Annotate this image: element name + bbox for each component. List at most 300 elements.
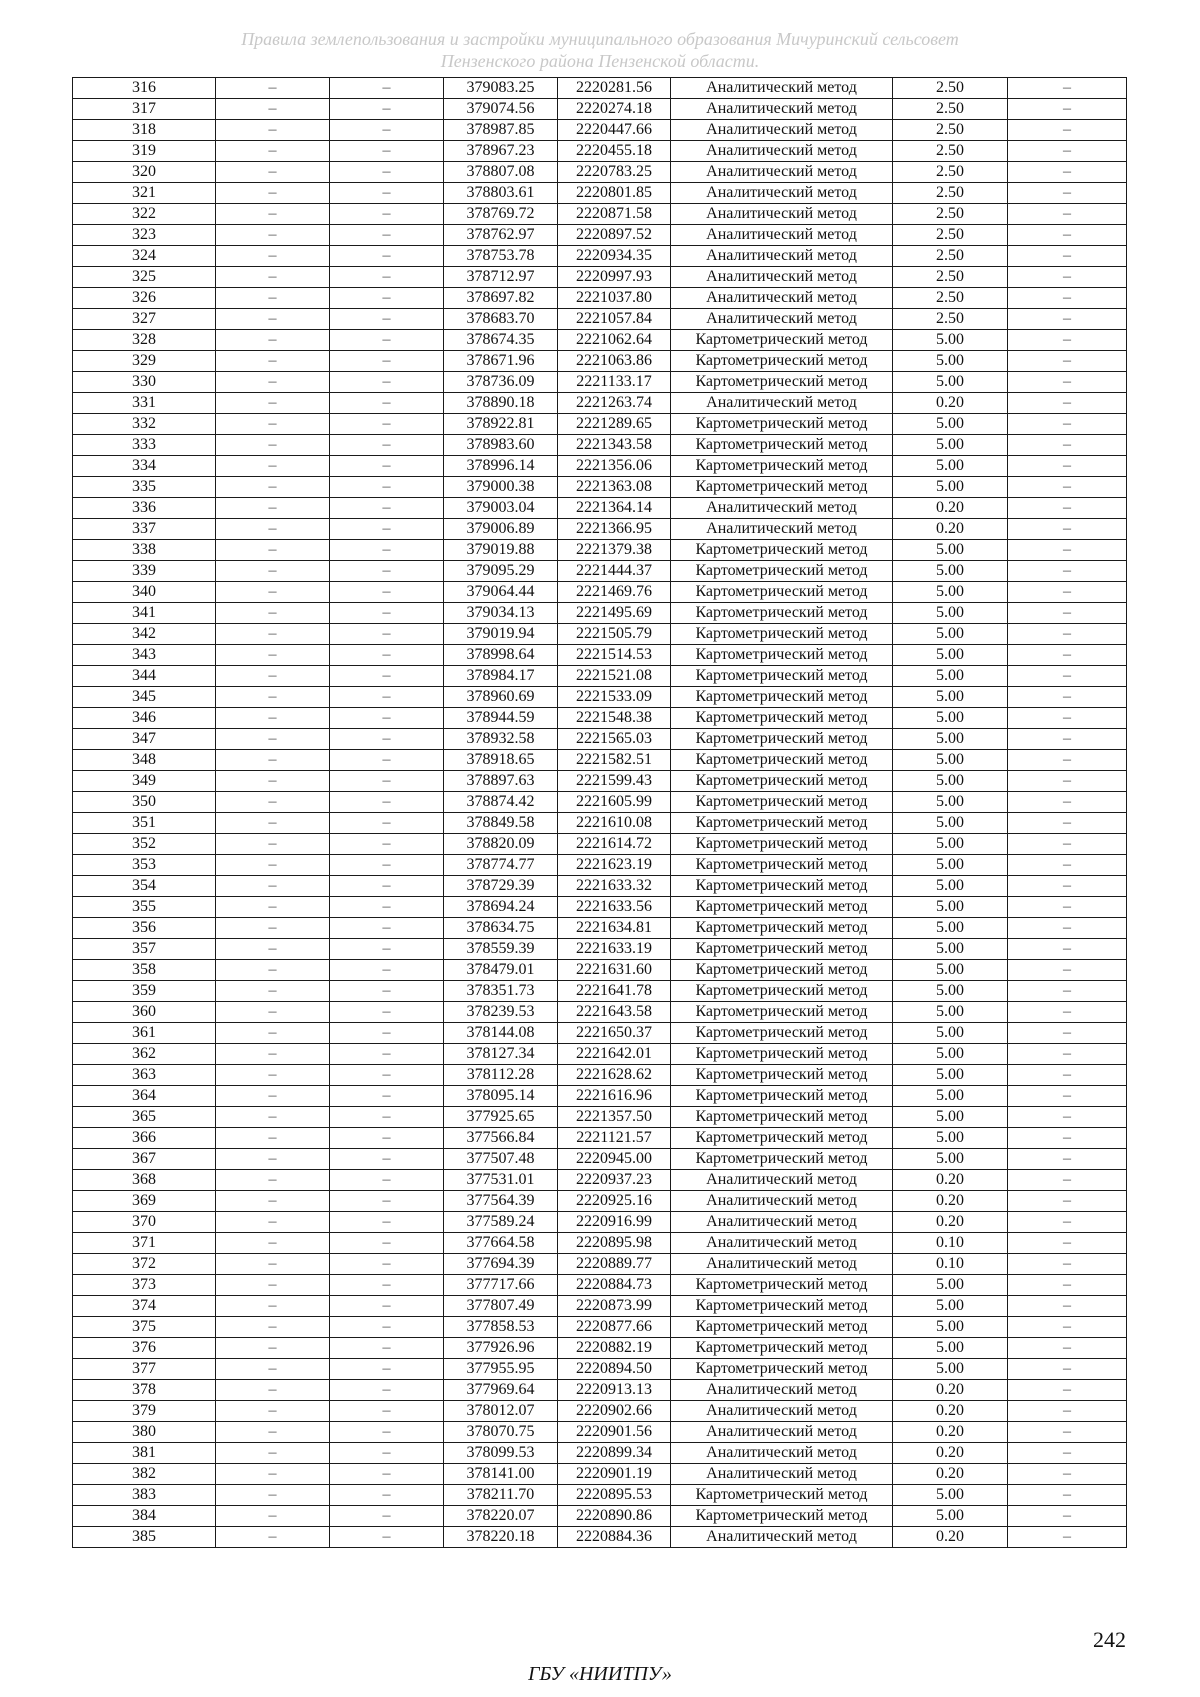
table-cell: Картометрический метод (671, 1485, 893, 1506)
table-cell: 378984.17 (444, 666, 558, 687)
table-cell: 378095.14 (444, 1086, 558, 1107)
table-cell: – (1008, 78, 1127, 99)
table-cell: 378 (73, 1380, 216, 1401)
table-cell: – (1008, 1086, 1127, 1107)
table-cell: – (216, 162, 330, 183)
table-cell: 378697.82 (444, 288, 558, 309)
table-cell: 378220.18 (444, 1527, 558, 1548)
table-cell: 323 (73, 225, 216, 246)
table-cell: – (1008, 120, 1127, 141)
table-cell: 383 (73, 1485, 216, 1506)
table-row (73, 897, 1127, 918)
table-cell: – (330, 246, 444, 267)
table-cell: – (1008, 897, 1127, 918)
table-cell: 2220274.18 (558, 99, 671, 120)
table-cell: – (216, 750, 330, 771)
table-cell: – (330, 1401, 444, 1422)
table-row (73, 1065, 1127, 1086)
table-cell: 2220281.56 (558, 78, 671, 99)
table-cell: 378351.73 (444, 981, 558, 1002)
table-cell: – (1008, 939, 1127, 960)
table-cell: Картометрический метод (671, 729, 893, 750)
table-cell: 0.20 (893, 519, 1008, 540)
table-cell: 2220937.23 (558, 1170, 671, 1191)
table-cell: 5.00 (893, 855, 1008, 876)
table-cell: 2.50 (893, 309, 1008, 330)
table-cell: 0.20 (893, 1380, 1008, 1401)
table-cell: – (330, 813, 444, 834)
table-cell: 2220871.58 (558, 204, 671, 225)
table-cell: – (330, 939, 444, 960)
table-cell: 2221357.50 (558, 1107, 671, 1128)
table-cell: 378849.58 (444, 813, 558, 834)
table-cell: 378634.75 (444, 918, 558, 939)
table-cell: – (330, 99, 444, 120)
table-cell: – (330, 1002, 444, 1023)
table-cell: Картометрический метод (671, 1149, 893, 1170)
table-cell: 2221565.03 (558, 729, 671, 750)
table-cell: 332 (73, 414, 216, 435)
table-cell: Аналитический метод (671, 1212, 893, 1233)
table-cell: – (330, 288, 444, 309)
table-cell: – (1008, 582, 1127, 603)
table-cell: Аналитический метод (671, 393, 893, 414)
table-cell: 5.00 (893, 1506, 1008, 1527)
table-row (73, 729, 1127, 750)
table-cell: 366 (73, 1128, 216, 1149)
table-cell: – (216, 1254, 330, 1275)
table-cell: 378694.24 (444, 897, 558, 918)
table-cell: 378983.60 (444, 435, 558, 456)
table-cell: – (1008, 855, 1127, 876)
table-cell: 320 (73, 162, 216, 183)
table-cell: – (330, 603, 444, 624)
table-cell: – (216, 309, 330, 330)
table-cell: 2220925.16 (558, 1191, 671, 1212)
table-cell: – (216, 456, 330, 477)
table-cell: 377694.39 (444, 1254, 558, 1275)
table-cell: – (330, 330, 444, 351)
table-row (73, 1128, 1127, 1149)
table-cell: – (330, 1527, 444, 1548)
table-cell: – (1008, 1170, 1127, 1191)
table-cell: – (330, 1443, 444, 1464)
table-cell: 2221610.08 (558, 813, 671, 834)
table-cell: – (1008, 477, 1127, 498)
table-cell: – (330, 792, 444, 813)
table-row (73, 414, 1127, 435)
table-cell: 2.50 (893, 267, 1008, 288)
table-cell: 2220884.36 (558, 1527, 671, 1548)
table-cell: – (216, 141, 330, 162)
table-cell: 2220894.50 (558, 1359, 671, 1380)
table-cell: 377717.66 (444, 1275, 558, 1296)
table-cell: Аналитический метод (671, 204, 893, 225)
table-cell: 371 (73, 1233, 216, 1254)
table-cell: 379006.89 (444, 519, 558, 540)
table-cell: 358 (73, 960, 216, 981)
table-cell: 2220895.53 (558, 1485, 671, 1506)
table-cell: 2220877.66 (558, 1317, 671, 1338)
table-cell: – (1008, 498, 1127, 519)
table-cell: 377589.24 (444, 1212, 558, 1233)
table-cell: 2220889.77 (558, 1254, 671, 1275)
table-cell: Аналитический метод (671, 99, 893, 120)
table-cell: Аналитический метод (671, 1443, 893, 1464)
table-cell: – (330, 498, 444, 519)
table-cell: 0.10 (893, 1254, 1008, 1275)
table-cell: – (216, 1107, 330, 1128)
table-cell: – (1008, 771, 1127, 792)
table-cell: 0.20 (893, 1212, 1008, 1233)
table-row (73, 288, 1127, 309)
table-cell: 340 (73, 582, 216, 603)
table-cell: – (1008, 183, 1127, 204)
table-cell: – (216, 99, 330, 120)
table-cell: 377858.53 (444, 1317, 558, 1338)
table-cell: – (216, 1170, 330, 1191)
table-row (73, 477, 1127, 498)
table-cell: 378012.07 (444, 1401, 558, 1422)
table-cell: – (216, 1065, 330, 1086)
table-cell: – (330, 1296, 444, 1317)
table-cell: – (330, 1317, 444, 1338)
table-cell: – (330, 1506, 444, 1527)
table-cell: – (1008, 666, 1127, 687)
table-row (73, 1107, 1127, 1128)
table-cell: – (330, 225, 444, 246)
table-cell: – (1008, 708, 1127, 729)
table-cell: 2221643.58 (558, 1002, 671, 1023)
table-cell: 5.00 (893, 1149, 1008, 1170)
table-cell: 379 (73, 1401, 216, 1422)
table-cell: 378127.34 (444, 1044, 558, 1065)
table-cell: 318 (73, 120, 216, 141)
table-row (73, 876, 1127, 897)
table-row (73, 1422, 1127, 1443)
table-cell: 2221633.32 (558, 876, 671, 897)
table-cell: 377664.58 (444, 1233, 558, 1254)
table-cell: 5.00 (893, 645, 1008, 666)
table-cell: – (1008, 372, 1127, 393)
table-row (73, 141, 1127, 162)
table-cell: 325 (73, 267, 216, 288)
table-cell: – (330, 78, 444, 99)
table-row (73, 351, 1127, 372)
table-cell: Картометрический метод (671, 1359, 893, 1380)
table-cell: 378967.23 (444, 141, 558, 162)
table-cell: 378960.69 (444, 687, 558, 708)
table-cell: Картометрический метод (671, 708, 893, 729)
table-row (73, 456, 1127, 477)
table-cell: 367 (73, 1149, 216, 1170)
table-row (73, 1233, 1127, 1254)
table-cell: – (1008, 1044, 1127, 1065)
table-cell: – (330, 1149, 444, 1170)
table-cell: 2220945.00 (558, 1149, 671, 1170)
table-cell: 378736.09 (444, 372, 558, 393)
table-row (73, 1443, 1127, 1464)
table-cell: – (1008, 1359, 1127, 1380)
table-row (73, 78, 1127, 99)
table-cell: 378479.01 (444, 960, 558, 981)
table-cell: 368 (73, 1170, 216, 1191)
table-cell: 2221037.80 (558, 288, 671, 309)
table-cell: 339 (73, 561, 216, 582)
table-cell: 2221605.99 (558, 792, 671, 813)
table-cell: 348 (73, 750, 216, 771)
table-cell: 378144.08 (444, 1023, 558, 1044)
table-cell: – (216, 939, 330, 960)
table-cell: – (330, 834, 444, 855)
table-row (73, 960, 1127, 981)
table-cell: – (216, 687, 330, 708)
table-cell: 374 (73, 1296, 216, 1317)
table-cell: 378753.78 (444, 246, 558, 267)
table-row (73, 1086, 1127, 1107)
table-cell: – (330, 708, 444, 729)
table-cell: – (1008, 750, 1127, 771)
table-cell: Картометрический метод (671, 624, 893, 645)
table-cell: 324 (73, 246, 216, 267)
table-cell: – (216, 897, 330, 918)
table-cell: Картометрический метод (671, 1275, 893, 1296)
table-cell: 378559.39 (444, 939, 558, 960)
table-cell: – (1008, 1296, 1127, 1317)
table-cell: Картометрический метод (671, 918, 893, 939)
table-cell: – (216, 645, 330, 666)
table-cell: Картометрический метод (671, 1023, 893, 1044)
table-cell: 385 (73, 1527, 216, 1548)
table-cell: 378987.85 (444, 120, 558, 141)
table-cell: – (1008, 1065, 1127, 1086)
table-cell: Картометрический метод (671, 897, 893, 918)
table-cell: – (1008, 1464, 1127, 1485)
table-cell: – (1008, 687, 1127, 708)
table-cell: 2221121.57 (558, 1128, 671, 1149)
table-cell: 2221614.72 (558, 834, 671, 855)
table-cell: 5.00 (893, 477, 1008, 498)
table-cell: – (330, 309, 444, 330)
table-cell: 0.10 (893, 1233, 1008, 1254)
table-cell: 362 (73, 1044, 216, 1065)
table-cell: 379003.04 (444, 498, 558, 519)
table-cell: 363 (73, 1065, 216, 1086)
coordinates-table (72, 77, 1127, 1548)
table-cell: 5.00 (893, 330, 1008, 351)
table-cell: 0.20 (893, 1464, 1008, 1485)
table-cell: 377507.48 (444, 1149, 558, 1170)
table-cell: 2220916.99 (558, 1212, 671, 1233)
table-cell: 5.00 (893, 687, 1008, 708)
table-cell: 378918.65 (444, 750, 558, 771)
table-cell: – (1008, 309, 1127, 330)
table-cell: – (216, 771, 330, 792)
table-cell: Картометрический метод (671, 1044, 893, 1065)
table-cell: 378712.97 (444, 267, 558, 288)
table-cell: 2220884.73 (558, 1275, 671, 1296)
table-cell: 5.00 (893, 960, 1008, 981)
table-cell: – (1008, 1149, 1127, 1170)
table-cell: 317 (73, 99, 216, 120)
table-cell: 5.00 (893, 1296, 1008, 1317)
table-cell: – (330, 729, 444, 750)
table-cell: 378141.00 (444, 1464, 558, 1485)
table-cell: – (216, 288, 330, 309)
table-cell: 2.50 (893, 204, 1008, 225)
table-cell: 2220895.98 (558, 1233, 671, 1254)
table-cell: – (1008, 1422, 1127, 1443)
table-cell: – (1008, 414, 1127, 435)
table-cell: 2221133.17 (558, 372, 671, 393)
table-cell: 5.00 (893, 834, 1008, 855)
table-row (73, 813, 1127, 834)
table-cell: Картометрический метод (671, 666, 893, 687)
table-cell: 2220882.19 (558, 1338, 671, 1359)
table-cell: – (1008, 1254, 1127, 1275)
table-row (73, 855, 1127, 876)
table-cell: 5.00 (893, 1128, 1008, 1149)
table-cell: Аналитический метод (671, 1527, 893, 1548)
table-cell: 360 (73, 1002, 216, 1023)
table-row (73, 1338, 1127, 1359)
table-cell: 345 (73, 687, 216, 708)
table-cell: 5.00 (893, 414, 1008, 435)
table-cell: – (330, 855, 444, 876)
table-cell: – (330, 204, 444, 225)
table-cell: – (330, 183, 444, 204)
table-cell: Картометрический метод (671, 792, 893, 813)
table-cell: Аналитический метод (671, 519, 893, 540)
table-cell: 2220447.66 (558, 120, 671, 141)
table-cell: – (216, 225, 330, 246)
table-cell: 377926.96 (444, 1338, 558, 1359)
table-cell: 2220897.52 (558, 225, 671, 246)
table-row (73, 1002, 1127, 1023)
table-cell: 2220913.13 (558, 1380, 671, 1401)
table-cell: Картометрический метод (671, 813, 893, 834)
table-cell: – (216, 1296, 330, 1317)
table-cell: Аналитический метод (671, 1254, 893, 1275)
table-cell: Картометрический метод (671, 876, 893, 897)
table-cell: 2221533.09 (558, 687, 671, 708)
table-cell: Картометрический метод (671, 687, 893, 708)
table-cell: – (1008, 876, 1127, 897)
table-cell: 0.20 (893, 1527, 1008, 1548)
table-cell: Аналитический метод (671, 1464, 893, 1485)
page-header (0, 28, 1200, 72)
table-cell: Аналитический метод (671, 1422, 893, 1443)
table-cell: 379019.88 (444, 540, 558, 561)
table-cell: – (216, 1128, 330, 1149)
table-body (73, 78, 1127, 1548)
table-cell: 350 (73, 792, 216, 813)
table-cell: 346 (73, 708, 216, 729)
table-row (73, 771, 1127, 792)
table-cell: – (1008, 540, 1127, 561)
table-cell: – (216, 981, 330, 1002)
table-row (73, 246, 1127, 267)
table-cell: 379083.25 (444, 78, 558, 99)
table-row (73, 519, 1127, 540)
table-cell: – (1008, 1191, 1127, 1212)
table-cell: 0.20 (893, 1191, 1008, 1212)
table-cell: – (216, 183, 330, 204)
table-cell: – (1008, 1023, 1127, 1044)
table-cell: 5.00 (893, 813, 1008, 834)
table-cell: 379064.44 (444, 582, 558, 603)
table-cell: – (330, 918, 444, 939)
header-line-1: Правила землепользования и застройки муниципального образования Мичуринский сельсовет (241, 29, 959, 49)
table-cell: 5.00 (893, 351, 1008, 372)
table-cell: – (330, 960, 444, 981)
table-row (73, 603, 1127, 624)
table-cell: 378112.28 (444, 1065, 558, 1086)
table-cell: 2221505.79 (558, 624, 671, 645)
table-cell: – (1008, 645, 1127, 666)
table-cell: – (216, 1086, 330, 1107)
table-cell: 377969.64 (444, 1380, 558, 1401)
table-cell: 334 (73, 456, 216, 477)
table-cell: 5.00 (893, 561, 1008, 582)
table-cell: – (330, 1338, 444, 1359)
table-cell: – (1008, 246, 1127, 267)
table-cell: 5.00 (893, 876, 1008, 897)
table-cell: – (330, 1107, 444, 1128)
table-row (73, 330, 1127, 351)
table-cell: – (330, 897, 444, 918)
table-row (73, 918, 1127, 939)
table-cell: – (216, 267, 330, 288)
table-cell: 2221616.96 (558, 1086, 671, 1107)
table-cell: – (1008, 141, 1127, 162)
table-cell: 384 (73, 1506, 216, 1527)
table-cell: 378762.97 (444, 225, 558, 246)
table-cell: 2.50 (893, 288, 1008, 309)
table-cell: 2.50 (893, 99, 1008, 120)
table-cell: – (216, 120, 330, 141)
table-cell: – (216, 519, 330, 540)
table-cell: – (216, 351, 330, 372)
table-cell: – (330, 519, 444, 540)
table-cell: Картометрический метод (671, 1107, 893, 1128)
table-cell: 5.00 (893, 435, 1008, 456)
table-row (73, 1464, 1127, 1485)
table-row (73, 183, 1127, 204)
table-cell: 326 (73, 288, 216, 309)
table-cell: 353 (73, 855, 216, 876)
table-cell: – (1008, 204, 1127, 225)
table-cell: – (216, 1359, 330, 1380)
table-cell: – (1008, 813, 1127, 834)
table-cell: 337 (73, 519, 216, 540)
table-cell: – (1008, 981, 1127, 1002)
table-cell: – (330, 540, 444, 561)
table-cell: Аналитический метод (671, 1233, 893, 1254)
table-cell: – (216, 1002, 330, 1023)
table-cell: – (216, 1023, 330, 1044)
table-cell: 370 (73, 1212, 216, 1233)
table-cell: 378070.75 (444, 1422, 558, 1443)
table-cell: 349 (73, 771, 216, 792)
table-cell: – (216, 435, 330, 456)
table-cell: – (216, 246, 330, 267)
table-cell: 378820.09 (444, 834, 558, 855)
table-cell: 2220873.99 (558, 1296, 671, 1317)
table-row (73, 1401, 1127, 1422)
table-cell: – (330, 771, 444, 792)
table-cell: 365 (73, 1107, 216, 1128)
